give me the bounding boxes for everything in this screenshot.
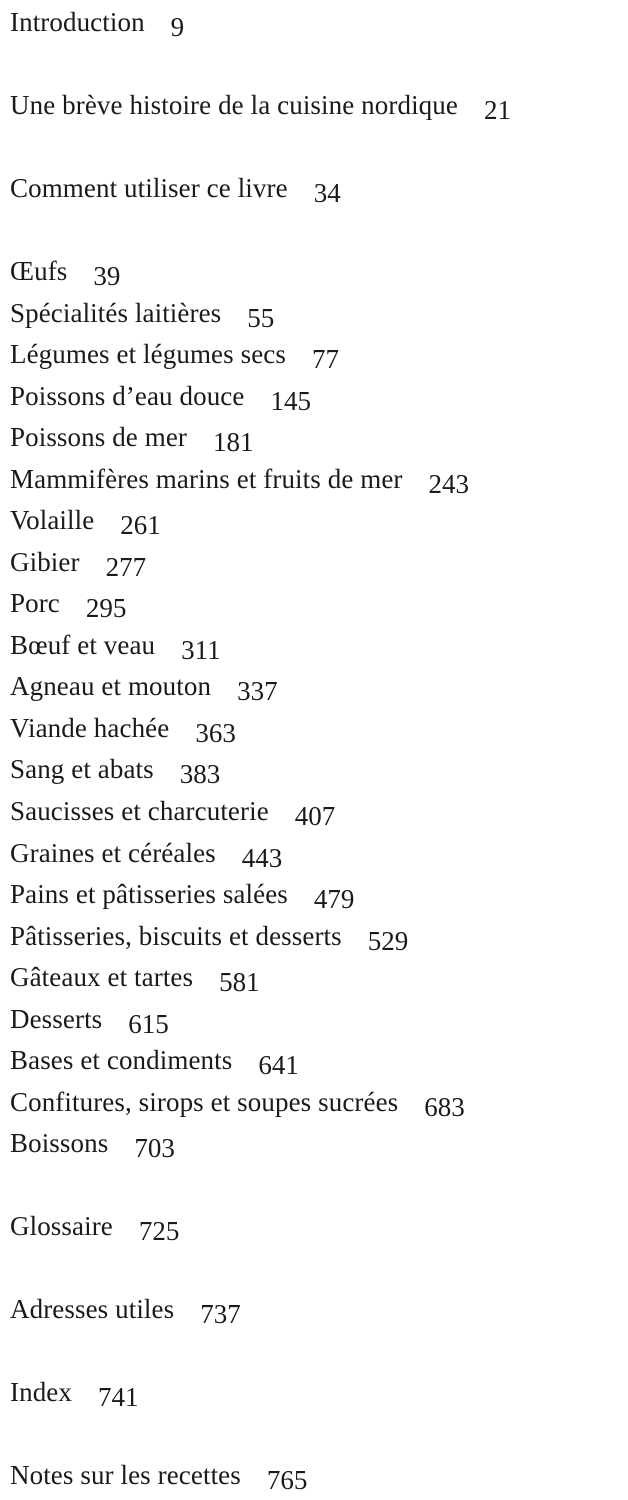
toc-entry-introduction[interactable] [10,5,185,42]
toc-entry-page: 337 [237,676,278,706]
toc-entry-bases-condiments[interactable] [10,1043,299,1080]
toc-entry-porc[interactable] [10,586,127,623]
toc-entry-title: Porc [10,588,60,618]
toc-entry-page: 363 [195,718,236,748]
toc-entry-title: Gâteaux et tartes [10,962,194,992]
toc-entry-page: 145 [270,386,311,416]
toc-entry-title: Adresses utiles [10,1294,175,1324]
toc-entry-page: 55 [247,303,275,333]
toc-entry-title: Comment utiliser ce livre [10,173,288,203]
toc-entry-page: 9 [170,12,185,42]
toc-entry-title: Œufs [10,256,68,286]
toc-entry-page: 383 [179,759,221,789]
toc-entry-title: Introduction [10,7,145,37]
toc-entry-desserts[interactable] [10,1002,169,1039]
toc-entry-gibier[interactable] [10,545,147,582]
toc-entry-title: Viande hachée [10,713,170,743]
toc-entry-title: Spécialités laitières [10,298,222,328]
toc-entry-sang-abats[interactable] [10,752,221,789]
toc-entry-title: Pâtisseries, biscuits et desserts [10,921,342,951]
toc-entry-page: 311 [181,635,221,665]
toc-entry-index[interactable] [10,1375,139,1412]
toc-entry-title: Graines et céréales [10,838,216,868]
toc-entry-viande-hachee[interactable] [10,711,236,748]
toc-entry-page: 479 [313,884,355,914]
toc-entry-volaille[interactable] [10,503,161,540]
toc-entry-title: Agneau et mouton [10,671,212,701]
toc-entry-title: Saucisses et charcuterie [10,796,269,826]
toc-entry-title: Boissons [10,1128,109,1158]
toc-entry-title: Desserts [10,1004,103,1034]
toc-entry-histoire[interactable] [10,88,511,125]
toc-entry-title: Confitures, sirops et soupes sucrées [10,1087,399,1117]
toc-entry-graines-cereales[interactable] [10,836,283,873]
toc-entry-page: 261 [120,510,161,540]
toc-entry-page: 21 [483,95,511,125]
toc-entry-specialites-laitieres[interactable] [10,296,275,333]
toc-entry-notes-recettes[interactable] [10,1458,308,1495]
toc-entry-confitures[interactable] [10,1085,465,1122]
toc-entry-page: 77 [311,344,339,374]
toc-entry-title: Bases et condiments [10,1045,233,1075]
toc-entry-glossaire[interactable] [10,1209,180,1246]
toc-entry-page: 407 [294,801,336,831]
toc-entry-oeufs[interactable] [10,254,121,291]
toc-entry-title: Glossaire [10,1211,113,1241]
toc-entry-title: Index [10,1377,72,1407]
toc-entry-page: 181 [213,427,254,457]
toc-entry-page: 39 [93,261,121,291]
toc-entry-page: 529 [367,926,409,956]
toc-entry-agneau-mouton[interactable] [10,669,278,706]
toc-entry-title: Bœuf et veau [10,630,156,660]
toc-entry-title: Légumes et légumes secs [10,339,286,369]
toc-entry-page: 703 [134,1133,175,1163]
toc-entry-gateaux-tartes[interactable] [10,960,260,997]
toc-entry-title: Pains et pâtisseries salées [10,879,288,909]
toc-entry-title: Poissons de mer [10,422,187,452]
toc-entry-title: Volaille [10,505,95,535]
toc-entry-title: Une brève histoire de la cuisine nordique [10,90,458,120]
toc-entry-page: 243 [428,469,470,499]
toc-entry-page: 683 [424,1092,465,1122]
toc-entry-title: Sang et abats [10,754,154,784]
toc-entry-title: Mammifères marins et fruits de mer [10,464,403,494]
toc-entry-poissons-de-mer[interactable] [10,420,254,457]
toc-entry-adresses-utiles[interactable] [10,1292,241,1329]
toc-entry-page: 737 [200,1299,241,1329]
toc-entry-page: 641 [258,1050,299,1080]
toc-entry-page: 581 [219,967,260,997]
toc-entry-title: Gibier [10,547,80,577]
toc-entry-patisseries-biscuits[interactable] [10,919,409,956]
toc-entry-page: 277 [105,552,147,582]
toc-entry-page: 34 [313,178,341,208]
toc-entry-page: 615 [128,1009,169,1039]
toc-entry-page: 295 [85,593,127,623]
toc-entry-title: Notes sur les recettes [10,1460,241,1490]
toc-entry-mammiferes-marins[interactable] [10,462,470,499]
toc-entry-poissons-eau-douce[interactable] [10,379,311,416]
toc-entry-page: 741 [97,1382,139,1412]
toc-entry-boeuf-veau[interactable] [10,628,221,665]
toc-entry-title: Poissons d’eau douce [10,381,245,411]
toc-entry-saucisses[interactable] [10,794,336,831]
toc-entry-comment-utiliser[interactable] [10,171,341,208]
toc-entry-page: 725 [138,1216,180,1246]
toc-entry-page: 443 [241,843,283,873]
toc-entry-legumes[interactable] [10,337,339,374]
toc-entry-boissons[interactable] [10,1126,175,1163]
toc-entry-pains-patisseries-salees[interactable] [10,877,355,914]
toc-entry-page: 765 [266,1465,308,1495]
